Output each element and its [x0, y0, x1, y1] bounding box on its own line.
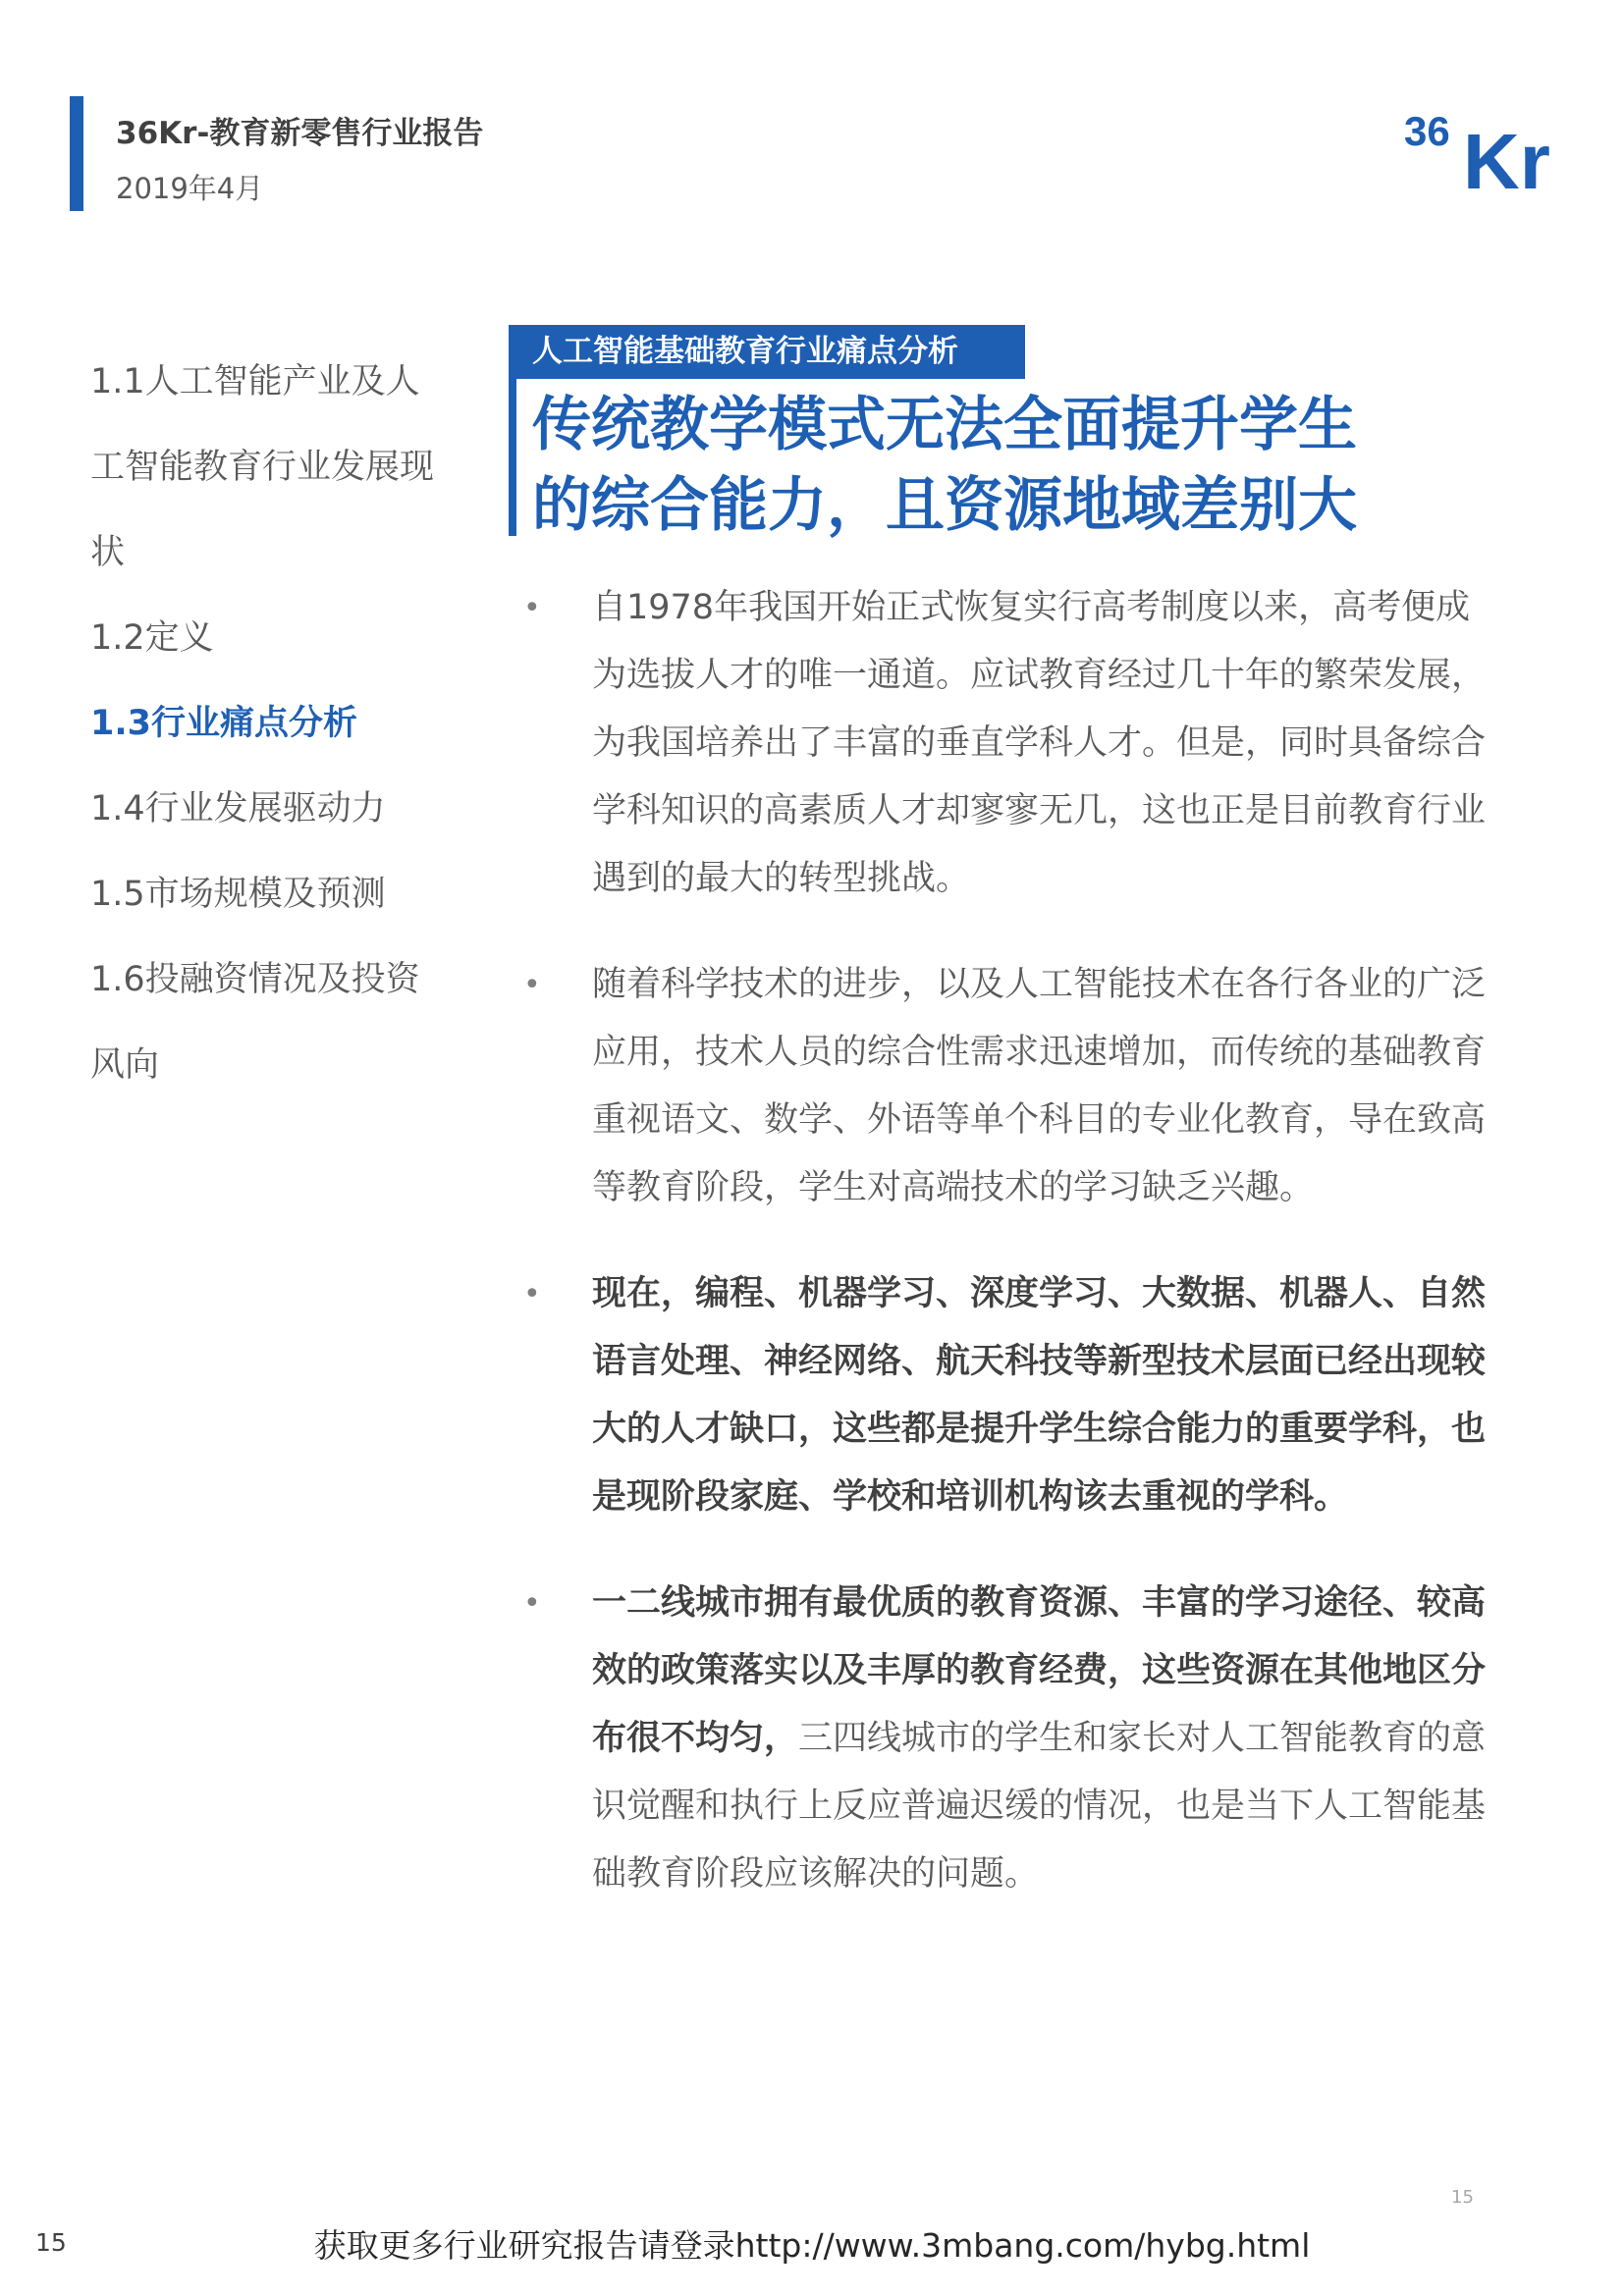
- report-title: 36Kr-教育新零售行业报告: [116, 116, 484, 151]
- svg-text:Kr: Kr: [1463, 118, 1550, 196]
- toc-item[interactable]: 1.6投融资情况及投资: [90, 960, 420, 999]
- bullet-item: [523, 574, 1495, 913]
- toc-item[interactable]: 1.5市场规模及预测: [90, 875, 386, 914]
- toc-item[interactable]: 1.2定义: [90, 618, 214, 658]
- toc-item[interactable]: 状: [90, 533, 126, 572]
- report-date: 2019年4月: [116, 172, 264, 205]
- bullet-list: [523, 574, 1495, 1947]
- header-accent-bar: [70, 96, 83, 211]
- bullet-text: 自1978年我国开始正式恢复实行高考制度以来，高考便成为选拔人才的唯一通道。应试教育经过几十年的繁荣发展，为我国培养出了丰富的垂直学科人才。但是，同时具备综合学科知识的高素质人才却寥寥无几，这也正是目前教育行业遇到的最大的转型挑战。: [592, 588, 1487, 898]
- toc-item[interactable]: 1.4行业发展驱动力: [90, 789, 386, 828]
- toc-item[interactable]: 风向: [90, 1045, 160, 1085]
- page-number: 15: [35, 2228, 67, 2257]
- headline-accent-rule: [509, 379, 516, 536]
- toc-item[interactable]: 工智能教育行业发展现: [90, 448, 435, 487]
- bullet-item: [523, 1570, 1495, 1908]
- 36kr-logo: [1402, 102, 1583, 196]
- bullet-item: [523, 951, 1495, 1222]
- headline-line: 的综合能力，且资源地域差别大: [532, 471, 1357, 540]
- table-of-contents: [90, 340, 483, 1108]
- bullet-text: 随着科学技术的进步，以及人工智能技术在各行各业的广泛应用，技术人员的综合性需求迅速增加，而传统的基础教育重视语文、数学、外语等单个科目的专业化教育，导在致高等教育阶段，学生对高端技术的学习缺乏兴趣。: [592, 965, 1487, 1207]
- toc-item-active[interactable]: 1.3行业痛点分析: [90, 704, 358, 743]
- toc-item[interactable]: 1.1人工智能产业及人: [90, 362, 420, 401]
- page-number-small: 15: [1451, 2187, 1474, 2208]
- section-tag: 人工智能基础教育行业痛点分析: [509, 325, 1025, 379]
- section-headline: [532, 385, 1514, 546]
- svg-text:36: 36: [1404, 108, 1450, 154]
- bullet-bold-text: 一二线城市拥有最优质的教育资源、丰富的学习途径、较高效的政策落实以及丰厚的教育经费，这些资源在其他地区分布很不均匀，: [592, 1583, 1487, 1758]
- headline-line: 传统教学模式无法全面提升学生: [532, 391, 1357, 459]
- footer-link-text[interactable]: 获取更多行业研究报告请登录http://www.3mbang.com/hybg.html: [313, 2226, 1311, 2265]
- bullet-text: 三四线城市的学生和家长对人工智能教育的意识觉醒和执行上反应普遍迟缓的情况，也是当下人工智能基础教育阶段应该解决的问题。: [592, 1719, 1487, 1894]
- bullet-item: [523, 1260, 1495, 1531]
- bullet-bold-text: 现在，编程、机器学习、深度学习、大数据、机器人、自然语言处理、神经网络、航天科技等新型技术层面已经出现较大的人才缺口，这些都是提升学生综合能力的重要学科，也是现阶段家庭、学校和培训机构该去重视的学科。: [592, 1274, 1487, 1517]
